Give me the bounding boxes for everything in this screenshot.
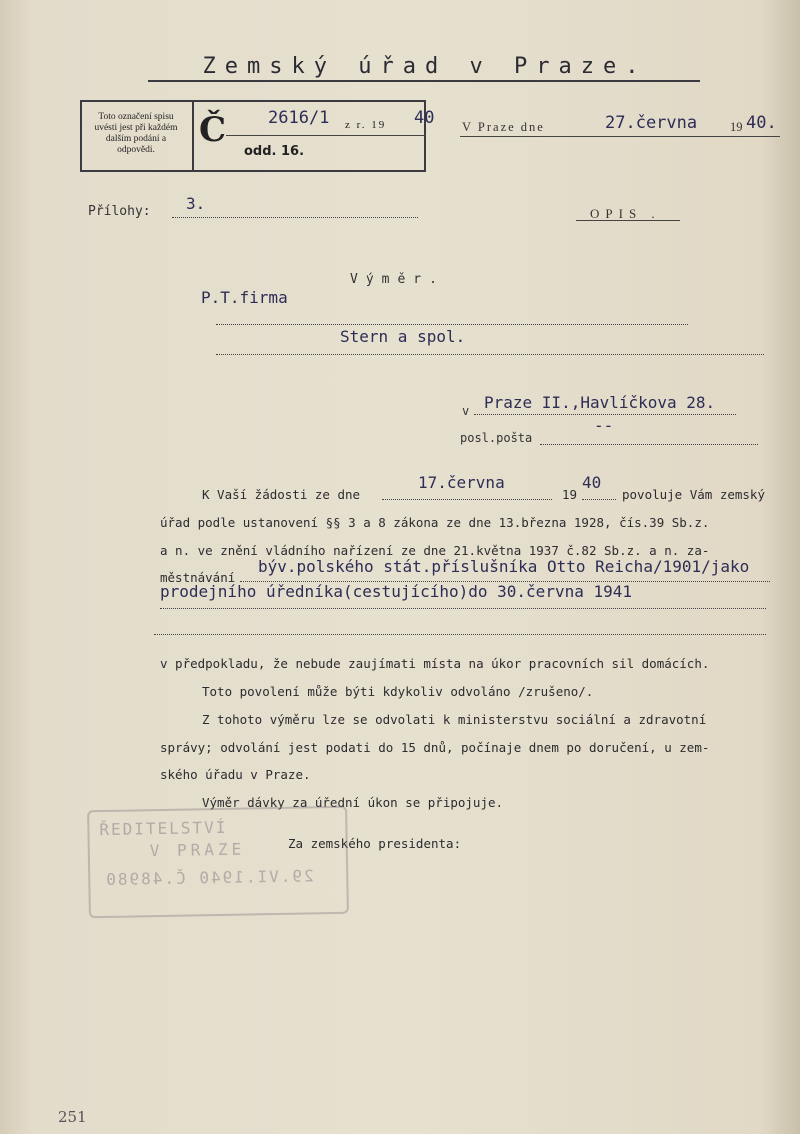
post-office-rule [540, 444, 758, 445]
faded-stamp [87, 806, 349, 919]
recipient-rule2 [216, 354, 764, 355]
reference-rule [226, 135, 426, 136]
reference-year-label: z r. 19 [345, 119, 387, 131]
employment-label: městnávání [160, 570, 236, 585]
page-number: 251 [58, 1108, 87, 1126]
reference-number: 2616/1 [268, 108, 330, 128]
stamp-line1: ŘEDITELSTVÍ [99, 817, 228, 840]
date-year-prefix: 19 [730, 120, 743, 134]
employment-rule3 [154, 634, 766, 635]
recipient-rule1 [216, 324, 688, 325]
reference-year-value: 40 [414, 108, 435, 128]
reference-letter: Č [199, 110, 227, 150]
request-year-value: 40 [582, 473, 602, 492]
body-line3: a n. ve znění vládního nařízení ze dne 21.května 1937 č.82 Sb.z. a n. za- [160, 543, 710, 558]
body-line2: úřad podle ustanovení §§ 3 a 8 zákona ze dne 13.března 1928, čís.39 Sb.z. [160, 515, 710, 530]
date-rule [460, 136, 780, 137]
reference-note: Toto označení spisu uvésti jest při každém dalším podání a odpovědi. [94, 112, 178, 155]
request-date-rule [382, 499, 552, 500]
appeal-paragraph-line1: Z tohoto výměru lze se odvolati k ministerstvu sociální a zdravotní [202, 712, 707, 727]
copy-label: OPIS . [590, 206, 661, 221]
employment-rule2 [160, 608, 766, 609]
body-line1-end: povoluje Vám zemský [622, 487, 765, 502]
signature-line: Za zemského presidenta: [288, 836, 462, 851]
request-date: 17.června [418, 473, 505, 492]
revocation-paragraph: Toto povolení může býti kdykoliv odvoláno /zrušeno/. [202, 684, 594, 699]
stamp-line3: 29.VI.1940 Č.48980 [104, 866, 314, 889]
date-year-value: 40. [746, 113, 777, 133]
post-office-value: -- [594, 416, 614, 435]
title-underline [148, 80, 700, 82]
attachments-rule [172, 217, 418, 218]
request-year-rule [582, 499, 616, 500]
date-label: V Praze dne [462, 120, 545, 134]
address-prefix: v [462, 404, 470, 418]
date-value: 27.června [605, 113, 698, 133]
office-title: Zemský úřad v Praze. [202, 54, 648, 79]
document-type: Výměr. [350, 272, 445, 287]
reference-box [80, 100, 435, 172]
stamp-line2: V PRAZE [149, 839, 246, 861]
attachments-label: Přílohy: [88, 204, 151, 219]
fee-paragraph: Výměr dávky za úřední úkon se připojuje. [202, 795, 504, 810]
appeal-paragraph-line2: správy; odvolání jest podati do 15 dnů, počínaje dnem po doručení, u zem- [160, 740, 710, 755]
body-line1-start: K Vaší žádosti ze dne [202, 487, 361, 502]
appeal-paragraph-line3: ského úřadu v Praze. [160, 767, 311, 782]
employment-person: býv.polského stát.příslušníka Otto Reicha/1901/jako [258, 557, 750, 576]
copy-rule [576, 220, 680, 221]
employment-position: prodejního úředníka(cestujícího)do 30.června 1941 [160, 582, 633, 601]
condition-paragraph: v předpokladu, že nebude zaujímati místa na úkor pracovních sil domácích. [160, 656, 710, 671]
reference-divider [192, 102, 194, 170]
post-office-label: posl.pošta [460, 431, 533, 445]
reference-department: odd. 16. [244, 144, 305, 159]
address-rule [474, 414, 736, 415]
recipient-line1: P.T.firma [201, 288, 288, 307]
request-year-prefix: 19 [562, 487, 578, 502]
recipient-line2: Stern a spol. [340, 327, 466, 346]
recipient-address: Praze II.,Havlíčkova 28. [484, 393, 716, 412]
attachments-value: 3. [186, 194, 206, 213]
